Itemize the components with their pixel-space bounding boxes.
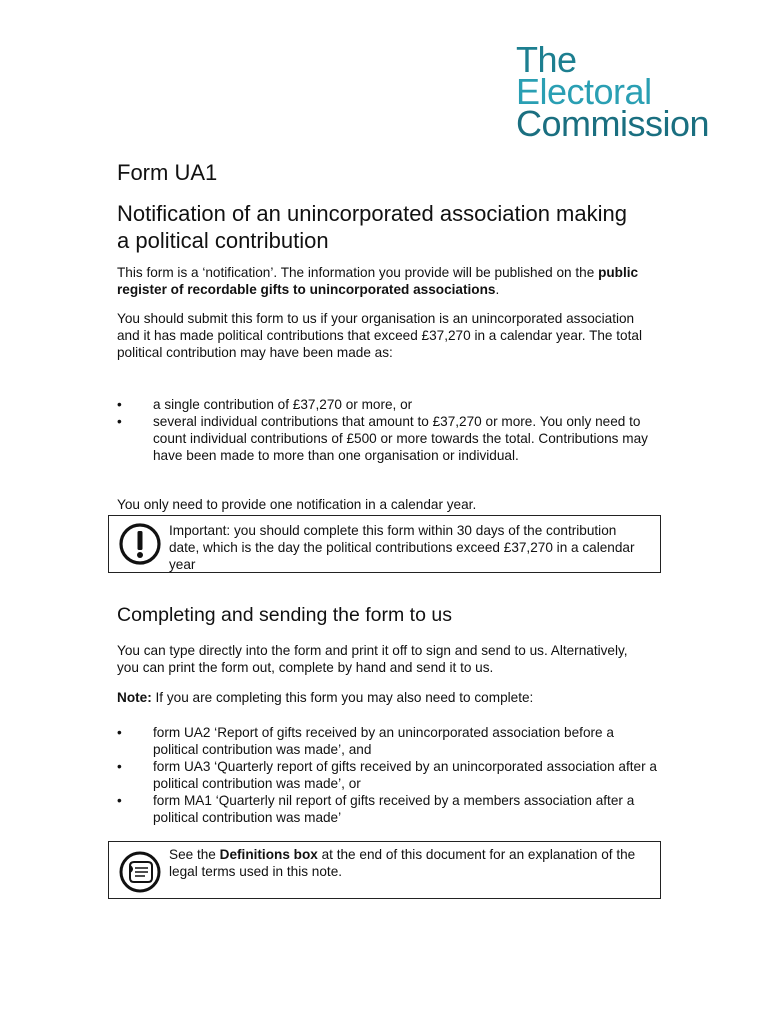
definitions-text — [169, 846, 639, 880]
once-per-year-paragraph: You only need to provide one notification in a calendar year. — [117, 497, 477, 512]
logo-line-3: Commission — [516, 103, 710, 144]
contribution-list — [117, 396, 657, 464]
list-item — [117, 396, 657, 413]
intro-text-before: This form is a ‘notification’. The information you provide will be published on the — [117, 265, 599, 280]
definitions-before: See the — [169, 847, 220, 862]
note-label: Note: — [117, 690, 152, 705]
bullet-glyph: • — [117, 793, 122, 808]
list-item — [117, 792, 657, 826]
list-item — [117, 724, 657, 758]
intro-paragraph — [117, 264, 647, 298]
page-title: Notification of an unincorporated association making a political contribution — [117, 201, 627, 253]
list-item-text: a single contribution of £37,270 or more, or — [153, 397, 413, 412]
list-item-text: several individual contributions that amount to £37,270 or more. You only need to count individual contributions of £500 or more towards the total. Contributions may have been made to more than one organisation or individual. — [153, 414, 648, 463]
bullet-glyph: • — [117, 725, 122, 740]
public-register-name: public register of recordable gifts to unincorporated associations — [117, 265, 639, 297]
completing-paragraph: You can type directly into the form and print it off to sign and send to us. Alternatively, you can print the form out, complete by hand and send it to us. — [117, 643, 628, 675]
logo-line-1: The — [516, 39, 577, 80]
intro-text-after: . — [495, 282, 500, 297]
important-box — [108, 515, 661, 573]
list-item — [117, 413, 657, 464]
important-text: Important: you should complete this form within 30 days of the contribution date, which is the day the political contributions exceed £37,270 in a calendar year — [169, 523, 635, 572]
electoral-commission-logo — [516, 39, 710, 144]
note-text: If you are completing this form you may also need to complete: — [151, 690, 534, 705]
list-item-text: form MA1 ‘Quarterly nil report of gifts received by a members association after a political contribution was made’ — [153, 793, 635, 825]
form-id: Form UA1 — [117, 160, 218, 185]
exclamation-icon — [118, 522, 162, 571]
section-heading: Completing and sending the form to us — [117, 604, 452, 626]
bullet-glyph: • — [117, 414, 122, 429]
definitions-after: at the end of this document for an explanation of the legal terms used in this note. — [169, 847, 636, 879]
scroll-icon — [118, 850, 162, 899]
list-item-text: form UA3 ‘Quarterly report of gifts received by an unincorporated association after a political contribution was made’, or — [153, 759, 657, 791]
submit-paragraph: You should submit this form to us if your organisation is an unincorporated association and it has made political contributions that exceed £37,270 in a calendar year. The total political contribution may have been made as: — [117, 311, 642, 360]
logo-line-2: Electoral — [516, 71, 652, 112]
definitions-box — [108, 841, 661, 899]
forms-list — [117, 724, 657, 826]
note-paragraph — [117, 689, 647, 706]
bullet-glyph: • — [117, 759, 122, 774]
list-item — [117, 758, 657, 792]
definitions-box-link-text: Definitions box — [219, 847, 318, 862]
bullet-glyph: • — [117, 397, 122, 412]
list-item-text: form UA2 ‘Report of gifts received by an unincorporated association before a political contribution was made’, and — [153, 725, 614, 757]
